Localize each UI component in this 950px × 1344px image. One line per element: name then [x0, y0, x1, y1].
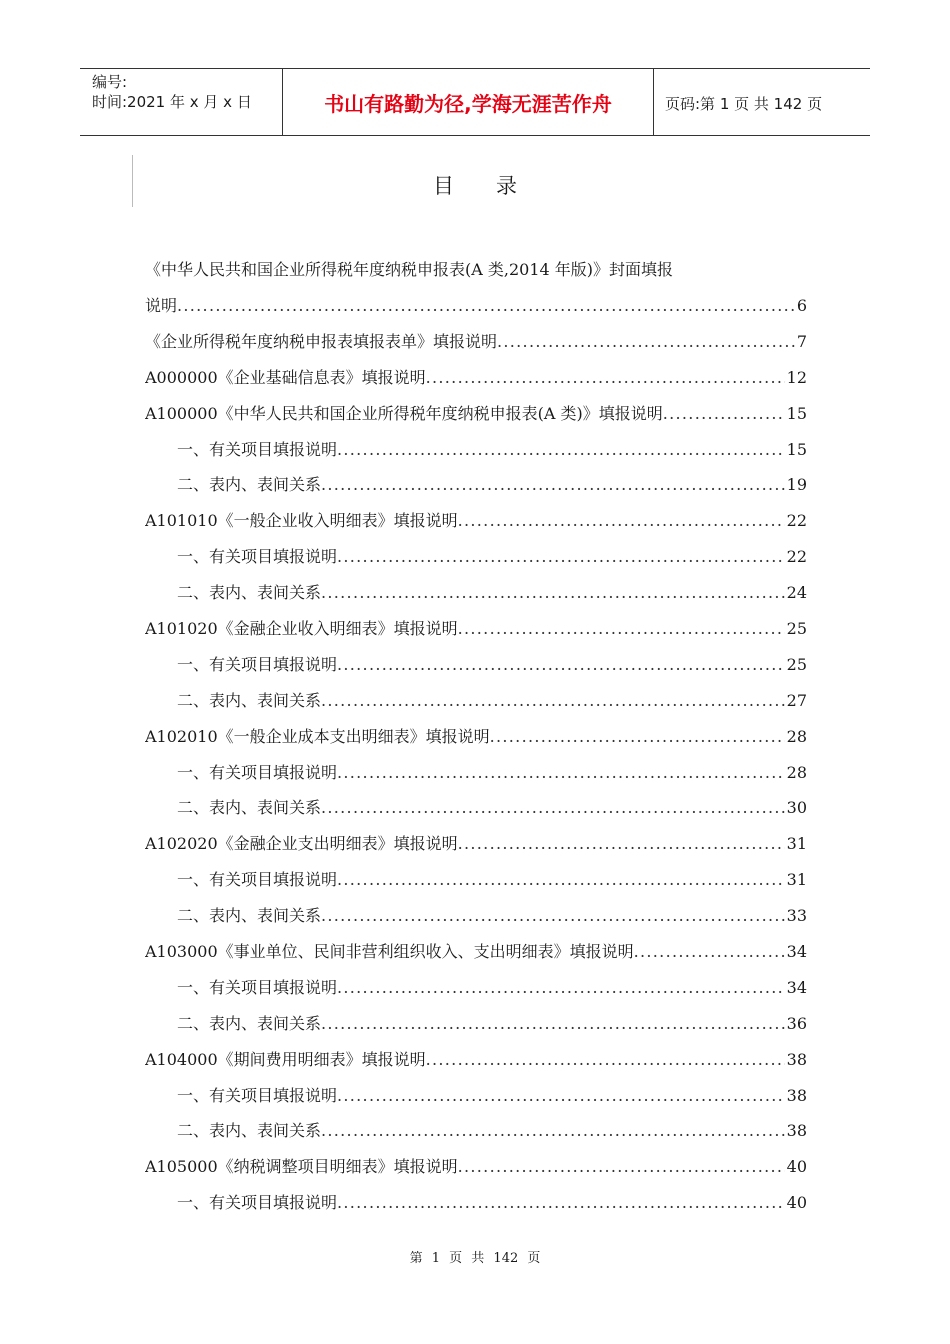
toc-page-number: 31 — [786, 870, 807, 890]
toc-entry-text: A100000《中华人民共和国企业所得税年度纳税申报表(A 类)》填报说明 — [145, 403, 663, 423]
toc-leader-dots — [663, 396, 785, 432]
toc-page-number: 27 — [786, 690, 807, 710]
toc-page-number: 6 — [796, 296, 807, 315]
toc-leader-dots — [337, 970, 785, 1006]
header-page-info: 页码:第 1 页 共 142 页 — [665, 95, 823, 113]
toc-leader-dots — [337, 862, 785, 898]
toc-page-number: 40 — [786, 1193, 807, 1213]
toc-entry-text: 一、有关项目填报说明 — [177, 762, 338, 782]
toc-page-number: 28 — [786, 762, 807, 782]
toc-page-number: 22 — [786, 547, 807, 567]
toc-entry[interactable] — [145, 611, 807, 647]
toc-entry[interactable] — [145, 1185, 807, 1221]
toc-entry-text: 二、表内、表间关系 — [177, 1013, 322, 1033]
toc-entry[interactable] — [145, 360, 807, 396]
toc-leader-dots — [426, 360, 785, 396]
header-motto: 书山有路勤为径,学海无涯苦作舟 — [324, 91, 612, 116]
toc-page-number: 25 — [786, 619, 807, 639]
toc-page-number: 22 — [786, 511, 807, 531]
toc-entry-text: 一、有关项目填报说明 — [177, 870, 338, 890]
toc-entry-text: 二、表内、表间关系 — [177, 475, 322, 495]
toc-entry[interactable] — [145, 432, 807, 468]
toc-entry-text: 一、有关项目填报说明 — [177, 1193, 338, 1213]
table-of-contents — [145, 252, 807, 1221]
toc-entry-text: 一、有关项目填报说明 — [177, 1085, 338, 1105]
toc-entry[interactable] — [145, 252, 807, 288]
toc-leader-dots — [321, 1006, 785, 1042]
toc-leader-dots — [321, 790, 785, 826]
toc-entry-text: A102020《金融企业支出明细表》填报说明 — [145, 834, 458, 854]
toc-entry-text: A101020《金融企业收入明细表》填报说明 — [145, 619, 458, 639]
toc-entry-text: 一、有关项目填报说明 — [177, 439, 338, 459]
toc-leader-dots — [490, 719, 785, 755]
toc-leader-dots — [426, 1042, 785, 1078]
toc-entry[interactable] — [145, 755, 807, 791]
toc-leader-dots — [177, 288, 795, 324]
toc-leader-dots — [458, 611, 785, 647]
toc-leader-dots — [321, 467, 785, 503]
toc-entry-text: 《中华人民共和国企业所得税年度纳税申报表(A 类,2014 年版)》封面填报 — [145, 260, 674, 279]
toc-leader-dots — [337, 432, 785, 468]
toc-entry[interactable] — [145, 898, 807, 934]
toc-leader-dots — [321, 683, 785, 719]
toc-entry-text: A101010《一般企业收入明细表》填报说明 — [145, 511, 458, 531]
toc-entry[interactable] — [145, 324, 807, 360]
doc-time-label: 时间:2021 年 x 月 x 日 — [92, 93, 252, 111]
toc-page-number: 15 — [786, 403, 807, 423]
toc-entry[interactable] — [145, 1113, 807, 1149]
toc-entry[interactable] — [145, 970, 807, 1006]
toc-leader-dots — [458, 826, 785, 862]
toc-page-number: 38 — [786, 1049, 807, 1069]
page-footer: 第 1 页 共 142 页 — [409, 1251, 541, 1266]
toc-leader-dots — [337, 1078, 785, 1114]
toc-entry-text: 二、表内、表间关系 — [177, 798, 322, 818]
toc-page-number: 12 — [786, 367, 807, 387]
toc-leader-dots — [497, 324, 795, 360]
toc-page-number: 38 — [786, 1085, 807, 1105]
toc-page-number: 24 — [786, 583, 807, 603]
toc-page-number: 33 — [786, 906, 807, 926]
toc-entry-text: 二、表内、表间关系 — [177, 690, 322, 710]
toc-entry-text: A105000《纳税调整项目明细表》填报说明 — [145, 1157, 458, 1177]
toc-entry[interactable] — [145, 1006, 807, 1042]
toc-page-number: 15 — [786, 439, 807, 459]
toc-leader-dots — [337, 1185, 785, 1221]
toc-page-number: 36 — [786, 1013, 807, 1033]
toc-leader-dots — [458, 1149, 785, 1185]
toc-leader-dots — [321, 1113, 785, 1149]
toc-entry-text: 二、表内、表间关系 — [177, 583, 322, 603]
toc-page-number: 19 — [786, 475, 807, 495]
toc-leader-dots — [321, 575, 785, 611]
toc-leader-dots — [634, 934, 785, 970]
toc-entry[interactable] — [145, 539, 807, 575]
toc-entry[interactable] — [145, 826, 807, 862]
toc-entry[interactable] — [145, 1078, 807, 1114]
header-meta — [80, 69, 280, 135]
toc-entry-text: 一、有关项目填报说明 — [177, 547, 338, 567]
toc-leader-dots — [337, 539, 785, 575]
toc-page-number: 40 — [786, 1157, 807, 1177]
toc-entry[interactable] — [145, 1042, 807, 1078]
page-title: 目录 — [433, 174, 559, 198]
toc-entry-text: A102010《一般企业成本支出明细表》填报说明 — [145, 726, 490, 746]
toc-page-number: 25 — [786, 654, 807, 674]
toc-entry-text: 一、有关项目填报说明 — [177, 654, 338, 674]
toc-entry-text: 说明 — [145, 296, 178, 315]
toc-entry[interactable] — [145, 503, 807, 539]
toc-entry[interactable] — [145, 862, 807, 898]
toc-entry[interactable] — [145, 683, 807, 719]
toc-entry[interactable] — [145, 719, 807, 755]
toc-entry-text: A103000《事业单位、民间非营利组织收入、支出明细表》填报说明 — [145, 942, 634, 962]
toc-leader-dots — [337, 647, 785, 683]
toc-leader-dots — [321, 898, 785, 934]
toc-page-number: 34 — [786, 942, 807, 962]
toc-entry-text: 二、表内、表间关系 — [177, 906, 322, 926]
doc-number-label: 编号: — [92, 73, 128, 91]
page-header — [80, 68, 870, 136]
toc-entry[interactable] — [145, 467, 807, 503]
toc-entry[interactable] — [145, 288, 807, 324]
toc-entry[interactable] — [145, 575, 807, 611]
toc-entry[interactable] — [145, 790, 807, 826]
toc-entry-text: A000000《企业基础信息表》填报说明 — [145, 367, 426, 387]
header-divider — [653, 69, 654, 135]
toc-entry-text: 《企业所得税年度纳税申报表填报表单》填报说明 — [145, 331, 498, 351]
toc-entry[interactable] — [145, 1149, 807, 1185]
toc-entry[interactable] — [145, 647, 807, 683]
toc-leader-dots — [337, 755, 785, 791]
toc-page-number: 30 — [786, 798, 807, 818]
toc-page-number: 7 — [796, 331, 807, 351]
toc-entry-text: 一、有关项目填报说明 — [177, 977, 338, 997]
toc-page-number: 34 — [786, 977, 807, 997]
toc-page-number: 31 — [786, 834, 807, 854]
toc-page-number: 28 — [786, 726, 807, 746]
toc-entry[interactable] — [145, 934, 807, 970]
toc-entry-text: A104000《期间费用明细表》填报说明 — [145, 1049, 426, 1069]
toc-leader-dots — [458, 503, 785, 539]
toc-page-number: 38 — [786, 1121, 807, 1141]
toc-entry-text: 二、表内、表间关系 — [177, 1121, 322, 1141]
toc-entry[interactable] — [145, 396, 807, 432]
